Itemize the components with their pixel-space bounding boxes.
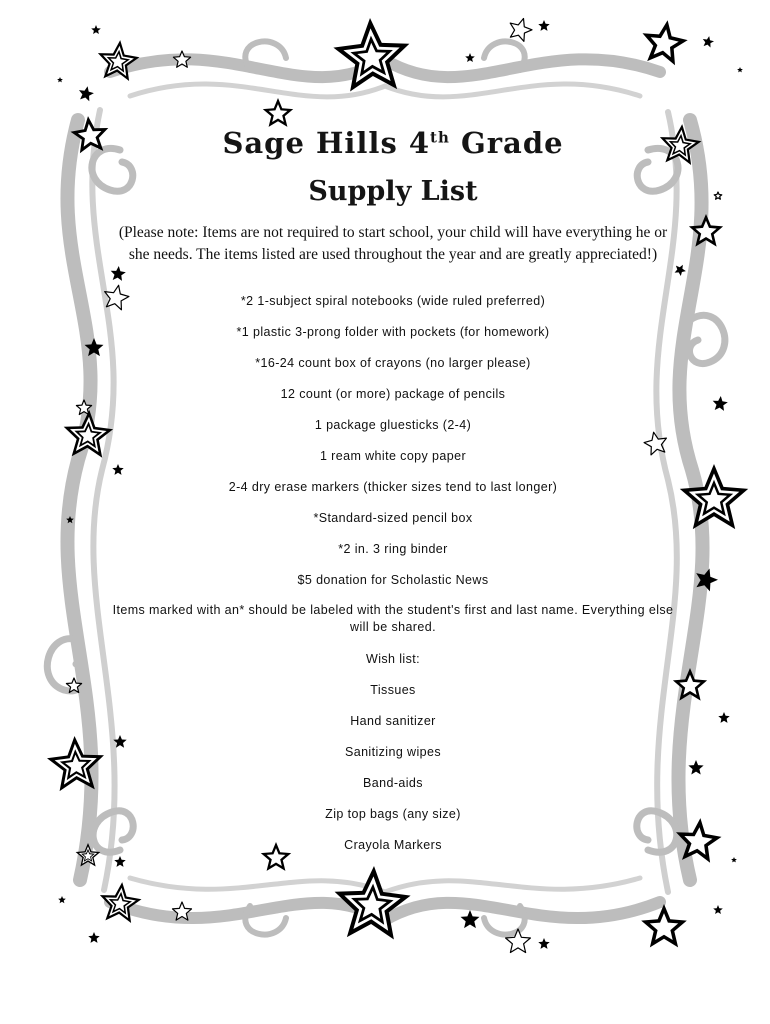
- star-icon: [510, 19, 532, 42]
- swirl-bottom-inner: [130, 878, 640, 892]
- star-icon: [538, 20, 549, 31]
- supply-item: 12 count (or more) package of pencils: [280, 387, 506, 401]
- supply-item: 2-4 dry erase markers (thicker sizes tend to last longer): [228, 480, 558, 494]
- wish-list-item: Crayola Markers: [344, 838, 442, 852]
- supply-item: *2 1-subject spiral notebooks (wide ruled preferred): [240, 294, 546, 308]
- star-icon: [465, 53, 475, 62]
- star-icon: [714, 192, 722, 199]
- wish-list-item: Band-aids: [363, 776, 423, 790]
- star-icon: [538, 938, 549, 949]
- star-icon: [718, 712, 729, 723]
- page-title: [118, 126, 668, 160]
- title-ordinal: th: [430, 128, 450, 147]
- supply-item: *16-24 count box of crayons (no larger please): [255, 356, 531, 370]
- star-icon: [91, 25, 101, 34]
- star-icon: [461, 910, 480, 928]
- swirl-top-inner: [130, 84, 640, 97]
- supply-item: *2 in. 3 ring binder: [338, 542, 448, 556]
- wish-list-heading: Wish list:: [366, 652, 420, 666]
- star-icon: [703, 36, 714, 47]
- star-icon: [688, 760, 703, 775]
- star-icon: [737, 67, 743, 72]
- title-end: Grade: [449, 126, 564, 160]
- labeling-note: Items marked with an* should be labeled with the student's first and last name. Everything else will be shared.: [112, 603, 674, 634]
- supply-item: *1 plastic 3-prong folder with pockets (for homework): [236, 325, 550, 339]
- star-icon: [713, 905, 723, 914]
- wish-list-item: Hand sanitizer: [350, 714, 436, 728]
- supply-item: *Standard-sized pencil box: [313, 511, 473, 525]
- supply-item: 1 package gluesticks (2-4): [314, 418, 472, 432]
- star-icon: [88, 932, 99, 943]
- wish-list-item: Sanitizing wipes: [344, 745, 442, 759]
- star-icon: [79, 86, 94, 101]
- title-main: Sage Hills 4: [222, 126, 431, 160]
- wish-list-item: Tissues: [370, 683, 416, 697]
- star-icon: [713, 396, 728, 411]
- swirl-curl: [689, 315, 724, 363]
- star-icon: [58, 896, 66, 903]
- supply-item: $5 donation for Scholastic News: [297, 573, 489, 587]
- star-icon: [731, 857, 737, 862]
- intro-note: (Please note: Items are not required to start school, your child will have everything he or she needs. The items listed are used throughout the year and are greatly appreciated!): [118, 224, 668, 263]
- page-subtitle: Supply List: [308, 176, 478, 207]
- wish-list-item: Zip top bags (any size): [325, 807, 461, 821]
- star-icon: [57, 77, 63, 82]
- supply-item: 1 ream white copy paper: [319, 449, 467, 463]
- supply-list-content: [112, 118, 674, 878]
- star-icon: [675, 265, 686, 276]
